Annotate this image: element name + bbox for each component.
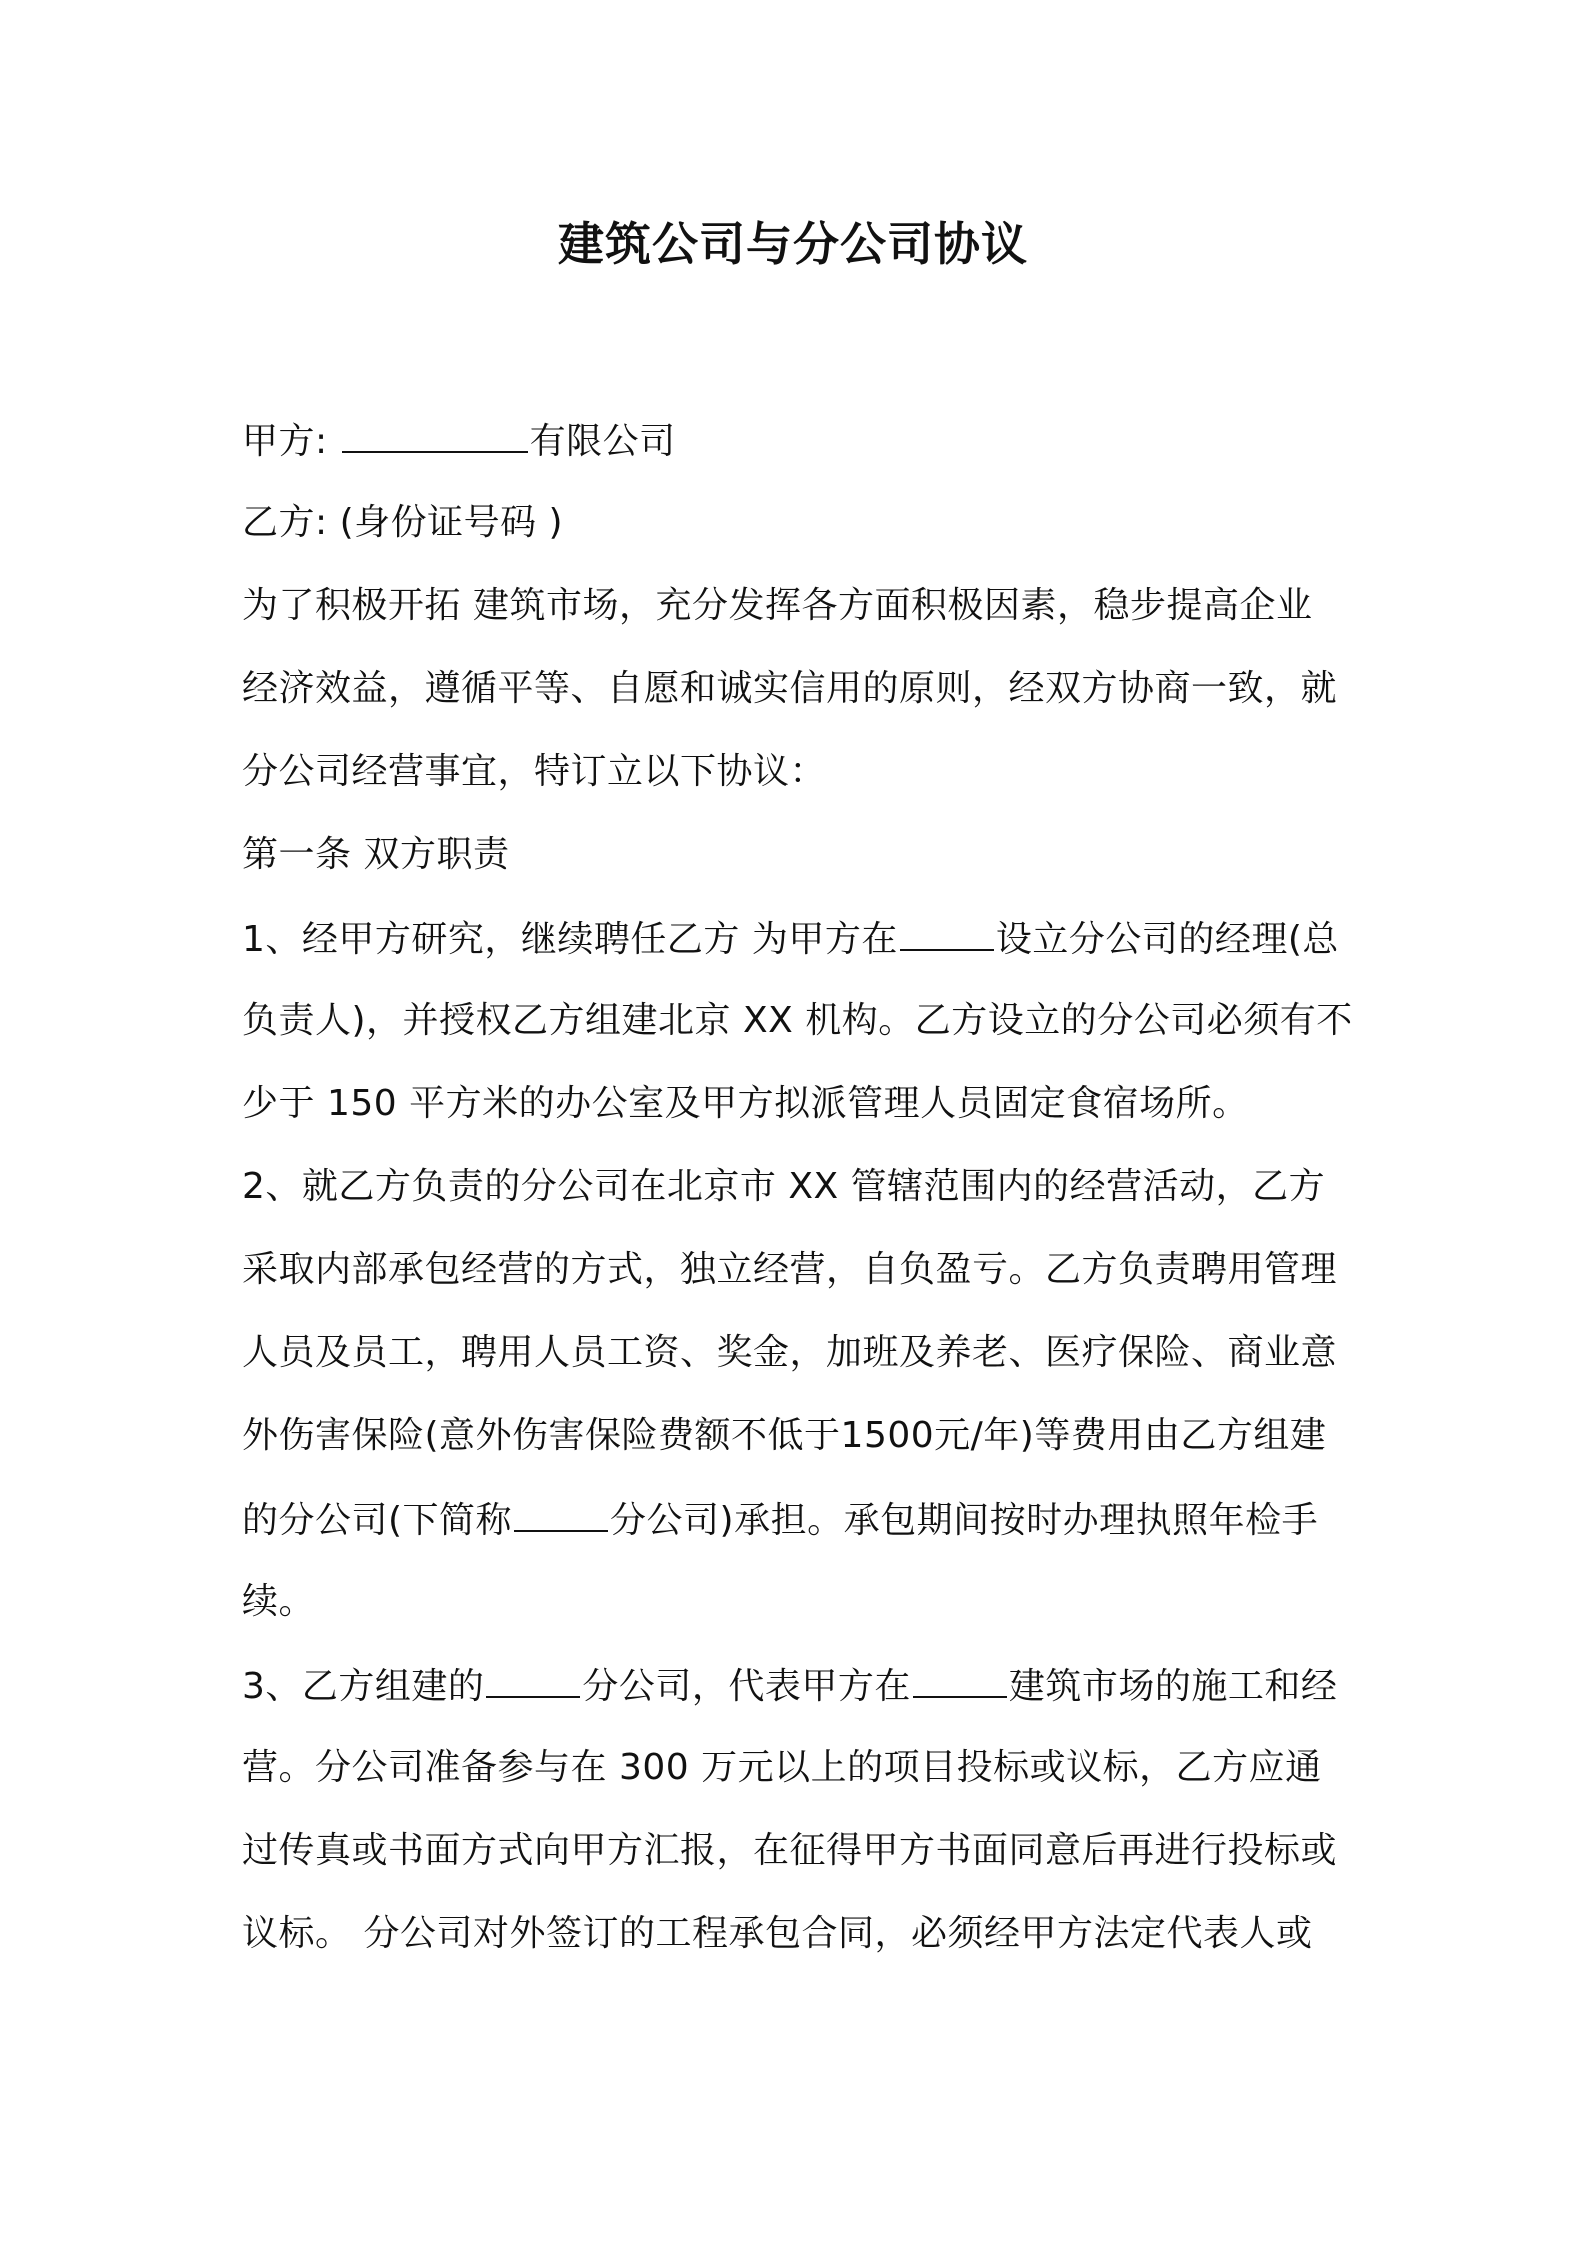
branch-blank xyxy=(486,1660,580,1698)
party-b-line: 乙方: (身份证号码 ) xyxy=(242,502,564,543)
intro-line-1: 为了积极开拓 建筑市场，充分发挥各方面积极因素，稳步提高企业 xyxy=(242,585,1313,626)
document-title: 建筑公司与分公司协议 xyxy=(558,217,1028,271)
party-a-suffix: 有限公司 xyxy=(529,421,676,462)
clause-3-line-2: 营。分公司准备参与在 300 万元以上的项目投标或议标，乙方应通 xyxy=(242,1747,1322,1788)
clause-2-line-3: 人员及员工，聘用人员工资、奖金，加班及养老、医疗保险、商业意 xyxy=(242,1332,1338,1373)
intro-line-2: 经济效益，遵循平等、自愿和诚实信用的原则，经双方协商一致，就 xyxy=(242,668,1338,709)
party-a-label: 甲方: xyxy=(242,421,328,462)
clause-1-text-a: 1、经甲方研究，继续聘任乙方 为甲方在 xyxy=(242,919,898,960)
clause-3-line-3: 过传真或书面方式向甲方汇报，在征得甲方书面同意后再进行投标或 xyxy=(242,1830,1338,1871)
clause-3-text-c: 建筑市场的施工和经 xyxy=(1008,1666,1338,1707)
clause-2-line-1: 2、就乙方负责的分公司在北京市 XX 管辖范围内的经营活动，乙方 xyxy=(242,1166,1326,1207)
intro-line-3: 分公司经营事宜，特订立以下协议： xyxy=(242,751,827,792)
clause-2-line-6: 续。 xyxy=(242,1581,316,1622)
clause-1-text-b: 设立分公司的经理(总 xyxy=(995,919,1339,960)
clause-2-text-b: 分公司)承担。承包期间按时办理执照年检手 xyxy=(610,1500,1319,1541)
clause-3-line-1 xyxy=(242,1660,1362,1712)
clause-2-line-5 xyxy=(242,1494,1362,1546)
clause-1-line-3: 少于 150 平方米的办公室及甲方拟派管理人员固定食宿场所。 xyxy=(242,1083,1249,1124)
article-1-heading: 第一条 双方职责 xyxy=(242,834,510,875)
clause-3-line-4: 议标。 分公司对外签订的工程承包合同，必须经甲方法定代表人或 xyxy=(242,1913,1313,1954)
party-a-line xyxy=(242,415,1362,467)
clause-2-line-2: 采取内部承包经营的方式，独立经营，自负盈亏。乙方负责聘用管理 xyxy=(242,1249,1338,1290)
market-blank xyxy=(913,1660,1007,1698)
clause-2-text-a: 的分公司(下简称 xyxy=(242,1500,513,1541)
branch-name-blank xyxy=(514,1494,608,1532)
clause-3-text-b: 分公司，代表甲方在 xyxy=(582,1666,911,1707)
clause-2-line-4: 外伤害保险(意外伤害保险费额不低于1500元/年)等费用由乙方组建 xyxy=(242,1415,1327,1456)
location-blank xyxy=(900,913,994,951)
clause-3-text-a: 3、乙方组建的 xyxy=(242,1666,485,1707)
clause-1-line-1 xyxy=(242,913,1362,965)
clause-1-line-2: 负责人)，并授权乙方组建北京 XX 机构。乙方设立的分公司必须有不 xyxy=(242,1000,1353,1041)
party-a-blank xyxy=(342,415,528,453)
